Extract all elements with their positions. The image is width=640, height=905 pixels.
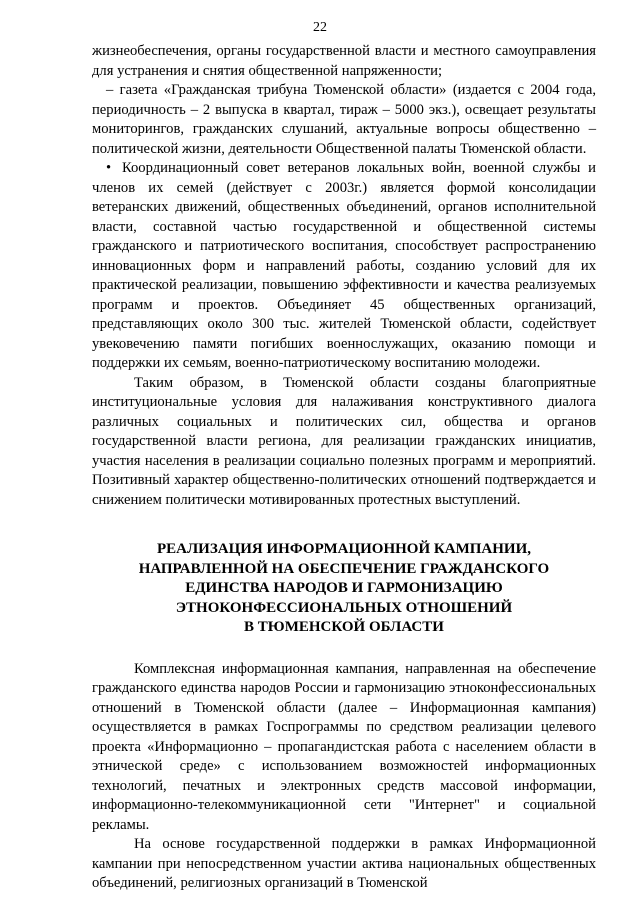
bullet-item-text: Координационный совет ветеранов локальных войн, военной службы и членов их семей (действует с 2003г.) является формой консолидации ветеранских движений, общественных объединений, органов исполнительной власти, составной частью государственной и общественной системы гражданского и патриотического воспитания, способствует распространению инновационных форм и направлений работы, созданию условий для их практической реализации, повышению эффективности и качества реализуемых программ и проектов. Объединяет 45 общественных организаций, представляющих около 300 тыс. жителей Тюменской области, содействует увековечению памяти погибших военнослужащих, оказанию помощи и поддержки их семьям, военно-патриотическому воспитанию молодежи. [92,160,596,371]
heading-line-2: НАПРАВЛЕННОЙ НА ОБЕСПЕЧЕНИЕ ГРАЖДАНСКОГО [138,560,550,577]
heading-line-4: ЭТНОКОНФЕССИОНАЛЬНЫХ ОТНОШЕНИЙ [175,599,513,616]
paragraph-information-campaign: Комплексная информационная кампания, направленная на обеспечение гражданского единства народов России и гармонизацию этноконфессиональных отношений в Тюменской области (далее – Информационная кампания) осуществляется в рамках Госпрограммы по средством реализации целевого проекта «Информационно – пропагандистская работа с населением области в этнической среде» с использованием возможностей информационных технологий, печатных и электронных средств массовой информации, информационно-телекоммуникационной сети "Интернет" и социальной рекламы. [92,660,596,833]
bullet-icon: • [106,160,112,176]
page-number: 22 [313,20,327,35]
dash-list-item-newspaper: – газета «Гражданская трибуна Тюменской области» (издается с 2004 года, периодичность – 2 выпуска в квартал, тираж – 5000 экз.), освещает результаты мониторингов, гражданских слушаний, актуальные вопросы общественно – политической жизни, деятельности Общественной палаты Тюменской области. [92,82,596,157]
section-heading [92,540,596,638]
heading-line-3: ЕДИНСТВА НАРОДОВ И ГАРМОНИЗАЦИЮ [185,580,503,596]
paragraph-continuation: жизнеобеспечения, органы государственной власти и местного самоуправления для устранения и снятия общественной напряженности; [92,43,596,79]
paragraph-state-support: На основе государственной поддержки в рамках Информационной кампании при непосредственном участии актива национальных общественных объединений, религиозных организаций в Тюменской [92,836,596,891]
page-content [92,42,596,894]
bullet-list-item-veterans-council [92,159,596,374]
heading-line-1: РЕАЛИЗАЦИЯ ИНФОРМАЦИОННОЙ КАМПАНИИ, [157,541,531,557]
heading-line-5: В ТЮМЕНСКОЙ ОБЛАСТИ [244,619,444,635]
paragraph-conclusion: Таким образом, в Тюменской области созданы благоприятные институциональные условия для налаживания конструктивного диалога различных социальных и политических сил, общества и органов государственной власти региона, для реализации гражданских инициатив, участия населения в реализации социально полезных программ и мероприятий. Позитивный характер общественно-политических отношений подтверждается и снижением политически мотивированных протестных выступлений. [92,374,596,508]
